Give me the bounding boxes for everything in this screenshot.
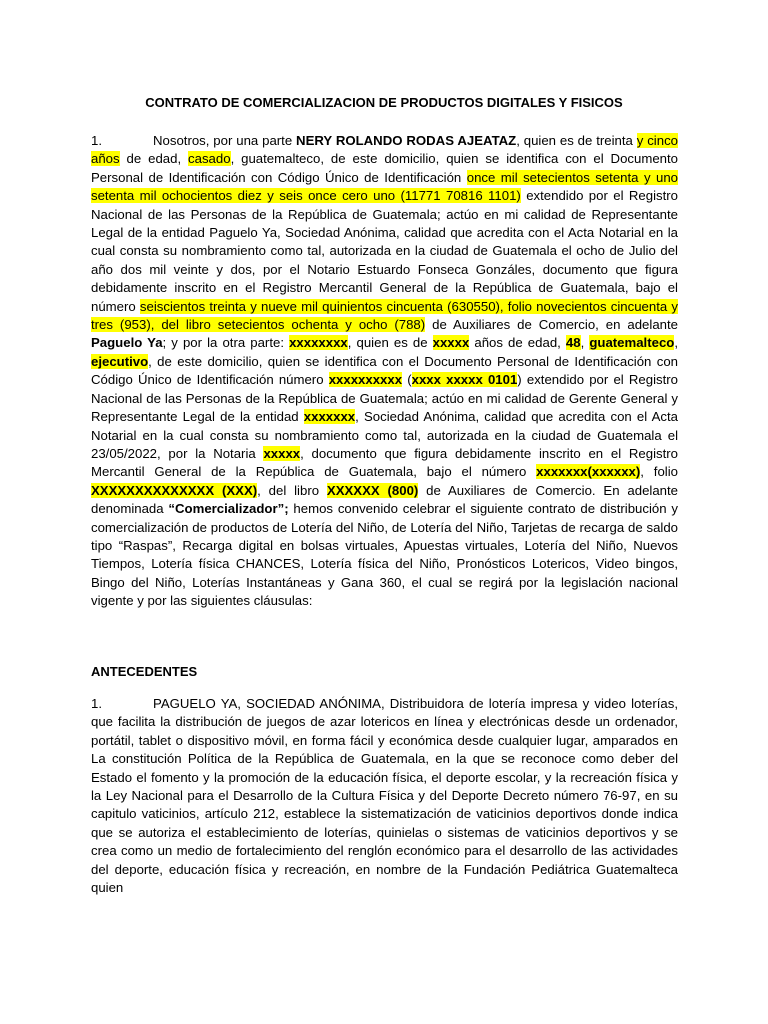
highlighted-text: xxxxxxx(xxxxxx) [536, 464, 641, 480]
text-run: Nosotros, por una parte [153, 133, 297, 148]
text-run: de Auxiliares de Comercio, en adelante [425, 317, 678, 333]
highlighted-text: XXXXXX (800) [326, 482, 419, 498]
highlighted-text: ejecutivo [91, 353, 149, 369]
text-run: ( [402, 372, 412, 388]
highlighted-text: XXXXXXXXXXXXXX (XXX) [91, 482, 258, 498]
text-run: , [674, 335, 679, 351]
highlighted-text: xxxxx [432, 335, 470, 351]
paragraph-antecedentes [91, 695, 678, 897]
text-run: ) extendido por el Registro Nacional de las Personas de la República de Guatemala; actúo en mi calidad de Gerente General y Representante Legal de la entidad [91, 372, 678, 425]
highlighted-text: xxxxx [263, 445, 301, 461]
text-run: hemos convenido celebrar el siguiente contrato de distribución y comercialización de productos de Lotería del Niño, de Lotería del Niño, Tarjetas de recarga de saldo tipo “Raspas”, Recarga digital en bolsas virtuales, Apuestas virtuales, Lotería del Niño, Nuevos Tiempos, Lotería física CHANCES, Lotería física del Niño, Pronósticos Lotericos, Video bingos, Bingo del Niño, Loterías Instantáneas y Gana 360, el cual se regirá por la legislación nacional vigente y por las siguientes cláusulas: [91, 501, 678, 609]
bold-text: NERY ROLANDO RODAS AJEATAZ [296, 133, 517, 148]
text-run: , de este domicilio, quien se identifica con el Documento Personal de Identificación con Código Único de Identificación número [91, 353, 678, 388]
bold-text: “Comercializador”; [168, 501, 289, 517]
text-run: ; y por la otra parte: [162, 335, 290, 351]
highlighted-text: guatemalteco [589, 335, 675, 351]
highlighted-text: 48 [565, 335, 581, 351]
highlighted-text: once mil setecientos setenta y uno setenta mil ochocientos diez y seis once cero uno (11771 70816 1101) [91, 169, 679, 204]
highlighted-text: xxxx xxxxx 0101 [411, 372, 518, 388]
text-run: , [580, 335, 590, 351]
paragraph-body [91, 133, 678, 608]
paragraph-parties [91, 132, 678, 611]
bold-text: Paguelo Ya [91, 335, 163, 351]
paragraph-number: 1. [91, 696, 102, 711]
text-run: , folio [640, 464, 678, 480]
document-title: CONTRATO DE COMERCIALIZACION DE PRODUCTOS DIGITALES Y FISICOS [145, 95, 623, 110]
paragraph-number: 1. [91, 133, 102, 148]
text-run: de edad, [119, 151, 189, 167]
text-run: de Auxiliares de Comercio. En adelante denominada [91, 482, 678, 517]
highlighted-text: xxxxxxx [303, 409, 356, 425]
text-run: , del libro [257, 482, 327, 498]
text-run: , Sociedad Anónima, calidad que acredita con el Acta Notarial en la cual consta su nombramiento como tal, autorizada en la ciudad de Guatemala el 23/05/2022, por la Notaria [91, 409, 678, 461]
highlighted-text: xxxxxxxx [289, 335, 348, 351]
paragraph-body: PAGUELO YA, SOCIEDAD ANÓNIMA, Distribuidora de lotería impresa y video loterías, que facilita la distribución de juegos de azar lotericos en línea y electrónicas desde un ordenador, portátil, tablet o dispositivo móvil, en forma fácil y económica desde cualquier lugar, amparados en La constitución Política de la República de Guatemala, en la que se reconoce como deber del Estado el fomento y la promoción de la educación física, el deporte escolar, y la recreación física y la Ley Nacional para el Desarrollo de la Cultura Física y del Deporte Decreto número 76-97, en su capitulo vaticinios, artículo 212, establece la sistematización de vaticinios deportivos donde indica que se autoriza el establecimiento de loterías, quinielas o sistemas de vaticinios deportivos y se crea como un medio de fortalecimiento del renglón económico para el desarrollo de las actividades del deporte, educación física y recreación, en nombre de la Fundación Pediátrica Guatemalteca quien [91, 696, 678, 896]
highlighted-text: y cinco años [91, 133, 678, 167]
text-run: extendido por el Registro Nacional de las Personas de la República de Guatemala; actúo en mi calidad de Representante Legal de la entidad Paguelo Ya, Sociedad Anónima, calidad que acredita con el Acta Notarial en la cual consta su nombramiento como tal, autorizada en la ciudad de Guatemala el ocho de Julio del año dos mil veinte y dos, por el Notario Estuardo Fonseca Gonzáles, documento que figura debidamente inscrito en el Registro Mercantil General de la República de Guatemala, bajo el número [91, 188, 679, 314]
text-run: , quien es de [347, 335, 433, 351]
text-run: años de edad, [469, 335, 566, 351]
highlighted-text: casado [188, 151, 231, 167]
section-heading-antecedentes: ANTECEDENTES [91, 664, 198, 679]
text-run: , guatemalteco, de este domicilio, quien se identifica con el Documento Personal de Identificación con Código Único de Identificación [91, 151, 678, 185]
text-run: , quien es de treinta [516, 133, 637, 148]
text-run: , documento que figura debidamente inscrito en el Registro Mercantil General de la República de Guatemala, bajo el número [91, 445, 678, 480]
highlighted-text: xxxxxxxxxx [328, 372, 403, 388]
highlighted-text: seiscientos treinta y nueve mil quinientos cincuenta (630550), folio novecientos cincuenta y tres (953), del libro setecientos ochenta y ocho (788) [91, 298, 678, 333]
